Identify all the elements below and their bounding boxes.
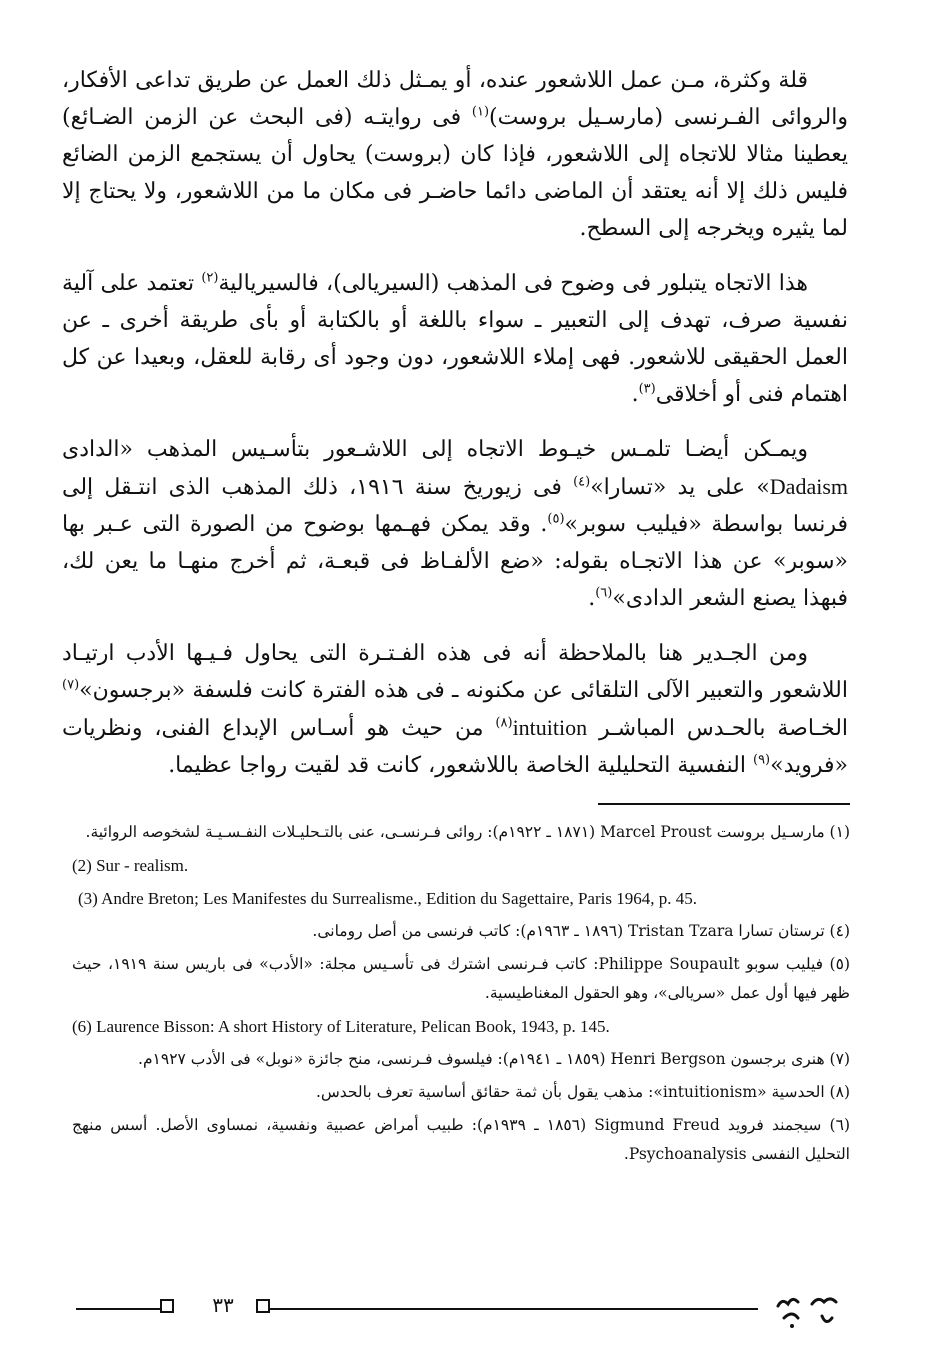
footnote-ref-5: (٥)	[547, 511, 565, 527]
paragraph-3-text-e: .	[588, 586, 596, 611]
footnote-ref-3: (٣)	[638, 381, 656, 397]
paragraph-3-text-c: فى زيوريخ سنة ١٩١٦، ذلك المذهب الذى انتـقل إلى فرنسا بواسطة «فيليب سوبر»	[62, 475, 848, 537]
paragraph-3-text-a: ويمـكن أيضـا تلمـس خيـوط الاتجاه إلى اللاشـعور بتأسـيس المذهب «الدادى	[62, 437, 808, 462]
footnote-4: (٤) ترستان تسارا Tristan Tzara (١٨٩٦ ـ ١٩٦٣م): كاتب فرنسى من أصل رومانى.	[312, 922, 850, 940]
footnote-9: (٦) سيجمند فرويد Sigmund Freud (١٨٥٦ ـ ١٩٣٩م): طبيب أمراض عصبية ونفسية، نمساوى الأصل. أسس منهج التحليل النفسى Psychoanalysis.	[72, 1116, 850, 1163]
footnote-ref-6: (٦)	[595, 585, 613, 601]
calligraphic-ornament-icon	[772, 1288, 842, 1332]
footnote-2: (2) Sur - realism.	[72, 856, 189, 875]
footer-box-right	[256, 1299, 270, 1313]
paragraph-1	[62, 62, 848, 247]
paragraph-4-text-b: الخـاصة بالحـدس المباشـر	[587, 716, 849, 741]
main-text	[62, 62, 848, 784]
paragraph-3	[62, 431, 848, 617]
paragraph-3-text-b: » على يد «تسارا»	[590, 475, 770, 500]
page-number: ٣٣	[212, 1293, 234, 1317]
paragraph-4-latin-term: intuition	[512, 715, 588, 740]
paragraph-4	[62, 635, 848, 784]
footnotes	[72, 818, 850, 1173]
footnote-ref-1: (١)	[471, 104, 490, 120]
footnote-ref-7: (٧)	[62, 677, 80, 693]
footer-line-right	[270, 1308, 758, 1310]
footnote-ref-4: (٤)	[573, 474, 591, 490]
paragraph-4-text-d: النفسية التحليلية الخاصة باللاشعور، كانت قد لقيت رواجا عظيما.	[168, 753, 753, 778]
footer-box-left	[160, 1299, 174, 1313]
paragraph-2-text-c: .	[631, 382, 639, 407]
paragraph-3-latin-term: Dadaism	[769, 474, 848, 499]
footnote-3: (3) Andre Breton; Les Manifestes du Surrealisme., Edition du Sagettaire, Paris 1964, p. 45.	[78, 889, 697, 908]
paragraph-2	[62, 265, 848, 413]
footnote-ref-8: (٨)	[495, 715, 513, 731]
footnote-ref-9: (٩)	[752, 752, 771, 768]
paragraph-3-text-d: . وقد يمكن فهـمها بوضوح من الصورة التى عـبر بها «سوبر» عن هذا الاتجـاه بقوله: «ضع الألفـاظ فى قبعـة، ثم أخرج منهـا ما يعن لك، فبهذا يصنع الشعر الدادى»	[62, 512, 848, 611]
paragraph-1-text-a: قلة وكثرة، مـن عمل اللاشعور عنده، أو يمـثل ذلك العمل عن طريق تداعى الأفكار، والروائى الفـرنسى (مارسـيل بروست)	[62, 68, 848, 130]
footnote-6: (6) Laurence Bisson: A short History of Literature, Pelican Book, 1943, p. 145.	[72, 1017, 610, 1036]
footnote-separator	[598, 803, 850, 805]
paragraph-2-text-a: هذا الاتجاه يتبلور فى وضوح فى المذهب (السيريالى)، فالسيريالية	[218, 271, 808, 296]
paragraph-4-text-c: من حيث هو أسـاس الإبداع الفنى، ونظريات «فرويد»	[62, 716, 848, 778]
footnote-1: (١) مارسـيل بروست Marcel Proust (١٨٧١ ـ ١٩٢٢م): روائى فـرنسـى، عنى بالتـحليـلات النفـسـيـة لشخوصه الروائية.	[85, 823, 850, 841]
paragraph-4-text-a: ومن الجـدير هنا بالملاحظة أنه فى هذه الفـتـرة التى يحاول فـيـها الأدب ارتيـاد اللاشعور والتعبير الآلى التلقائى عن مكنونه ـ فى هذه الفترة كانت فلسفة «برجسون»	[62, 641, 848, 703]
paragraph-1-text-b: فى روايتـه (فى البحث عن الزمن الضـائع) يعطينا مثالا للاتجاه إلى اللاشعور، فإذا كان (بروست) يحاول أن يستجمع الزمن الضائع فليس ذلك إلا أنه يعتقد أن الماضى دائما حاضـر فى مكان ما من اللاشعور، ولا يحتاج إلا لما يثيره ويخرجه إلى السطح.	[62, 105, 848, 241]
footnote-5: (٥) فيليب سوبو Philippe Soupault: كاتب فـرنسى اشترك فى تأسـيس مجلة: «الأدب» فى باريس سنة ١٩١٩، حيث ظهر فيها أول عمل «سريالى»، وهو الحقول المغناطيسية.	[72, 955, 850, 1002]
footnote-8: (٨) الحدسية «intuitionism»: مذهب يقول بأن ثمة حقائق أساسية تعرف بالحدس.	[315, 1083, 850, 1101]
footnote-7: (٧) هنرى برجسون Henri Bergson (١٨٥٩ ـ ١٩٤١م): فيلسوف فـرنسى، منح جائزة «نوبل» فى الأدب ١٩٢٧م.	[138, 1050, 850, 1068]
footnote-ref-2: (٢)	[201, 270, 219, 286]
footer-line-left	[76, 1308, 160, 1310]
paragraph-2-text-b: تعتمد على آلية نفسية صرف، تهدف إلى التعبير ـ سواء باللغة أو بالكتابة أو بأى طريقة أخرى ـ عن العمل الحقيقى للاشعور. فهى إملاء اللاشعور، دون وجود أى رقابة للعقل، وبعيدا عن كل اهتمام فنى أو أخلاقى	[62, 271, 848, 407]
